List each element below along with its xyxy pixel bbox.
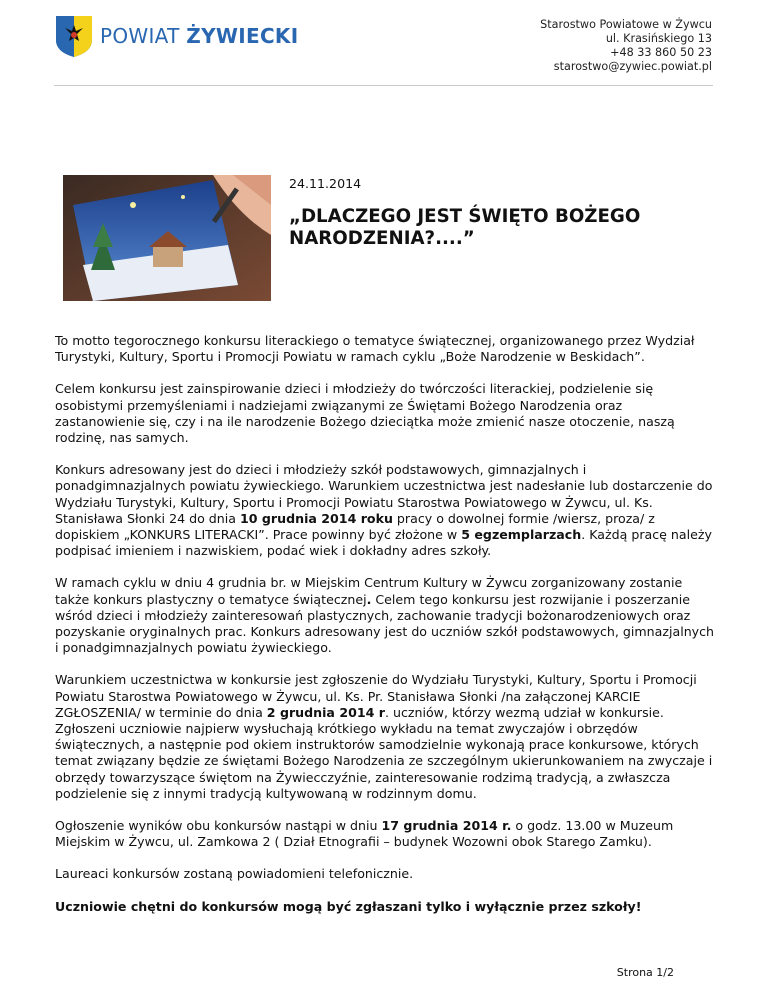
article-body <box>55 333 715 931</box>
article-date: 24.11.2014 <box>289 176 362 191</box>
office-email: starostwo@zywiec.powiat.pl <box>553 60 712 73</box>
bold-text: 17 grudnia 2014 r. <box>381 818 512 834</box>
office-street: ul. Krasińskiego 13 <box>605 32 712 45</box>
office-name: Starostwo Powiatowe w Żywcu <box>540 18 712 31</box>
page-number: Strona 1/2 <box>616 966 674 979</box>
text-run: . Każdą pracę należy podpisać imieniem i nazwiskiem, podać wiek i dokładny adres szkoły. <box>55 527 712 559</box>
paragraph-6 <box>55 818 715 850</box>
text-run: pracy o dowolnej formie /wiersz, proza/ z dopiskiem „KONKURS LITERACKI”. Prace powinny być złożone w <box>55 510 655 543</box>
paragraph-2 <box>55 381 715 446</box>
text-run: W ramach cyklu w dniu 4 grudnia br. w Miejskim Centrum Kultury w Żywcu zorganizowany zostanie także konkurs plastyczny o tematyce świątecznej <box>55 575 683 607</box>
bold-text: 10 grudnia 2014 roku <box>240 510 393 526</box>
paragraph-8 <box>55 899 715 915</box>
header-divider <box>54 85 713 86</box>
text-run: o godz. 13.00 w Muzeum Miejskim w Żywcu, ul. Zamkowa 2 ( Dział Etnografii – budynek Wozowni obok Starego Zamku). <box>55 818 674 850</box>
article-title: „DLACZEGO JEST ŚWIĘTO BOŻEGO NARODZENIA?....” <box>289 206 641 249</box>
paragraph-7 <box>55 866 715 882</box>
text-run: Laureaci konkursów zostaną powiadomieni telefonicznie. <box>55 866 414 882</box>
paragraph-5 <box>55 672 715 802</box>
paragraph-4 <box>55 575 715 656</box>
bold-text: 5 egzemplarzach <box>461 527 582 543</box>
text-run: Celem tego konkursu jest rozwijanie i poszerzanie wśród dzieci i młodzieży zainteresowań plastycznych, zachowanie tradycji bożonarodzeniowych oraz pozyskanie oryginalnych prac. Konkurs adresowany jest do uczniów szkół podstawowych, gimnazjalnych i ponadgimnazjalnych powiatu żywieckiego. <box>55 591 715 656</box>
paragraph-1 <box>55 333 715 365</box>
bold-text: Uczniowie chętni do konkursów mogą być zgłaszani tylko i wyłącznie przez szkoły! <box>55 898 642 914</box>
text-run: . uczniów, którzy wezmą udział w konkursie. Zgłoszeni uczniowie najpierw wysłuchają krótkiego wykładu na temat zwyczajów i obrzędów świątecznych, a następnie pod okiem instruktorów samodzielnie wykonają prace konkursowe, których temat związany będzie ze świętami Bożego Narodzenia ze szczególnym ukierunkowaniem na zwyczaje i obrzędy towarzyszące świętom na Żywiecczyźnie, zainteresowanie rodzimą tradycją, a zwłaszcza podzielenie się z innymi tradycją kultywowaną w rodzinnym domu. <box>55 704 713 801</box>
paragraph-3 <box>55 462 715 559</box>
office-phone: +48 33 860 50 23 <box>610 46 712 59</box>
logo-word-zywiecki: ŻYWIECKI <box>186 24 299 48</box>
contact-block <box>540 18 712 74</box>
logo-word-powiat: POWIAT <box>100 24 180 48</box>
coat-of-arms-icon <box>54 14 94 58</box>
logo <box>54 14 298 58</box>
text-run: Celem konkursu jest zainspirowanie dzieci i młodzieży do twórczości literackiej, podzielenie się osobistymi przemyśleniami i nadziejami związanymi ze Świętami Bożego Narodzenia oraz zastanowienie się, czy i na ile narodzenie Bożego dzieciątka może zmienić nasze otoczenie, naszą rodzinę, nas samych. <box>55 381 675 446</box>
text-run: Ogłoszenie wyników obu konkursów nastąpi w dniu <box>55 818 382 834</box>
bold-text: 2 grudnia 2014 r <box>266 704 385 720</box>
text-run: Konkurs adresowany jest do dzieci i młodzieży szkół podstawowych, gimnazjalnych i ponadgimnazjalnych powiatu żywieckiego. Warunkiem uczestnictwa jest nadesłanie lub dostarczenie do Wydziału Turystyki, Kultury, Sportu i Promocji Powiatu Starostwa Powiatowego w Żywcu, ul. Ks. Stanisława Słonki 24 do dnia <box>55 462 713 526</box>
text-run: Warunkiem uczestnictwa w konkursie jest zgłoszenie do Wydziału Turystyki, Kultury, Sportu i Promocji Powiatu Starostwa Powiatowego w Żywcu, ul. Ks. Pr. Stanisława Słonki /na załączonej KARCIE ZGŁOSZENIA/ w terminie do dnia <box>55 672 697 720</box>
bold-text: . <box>366 591 372 607</box>
child-painting-photo <box>63 175 271 301</box>
text-run: To motto tegorocznego konkursu literackiego o tematyce świątecznej, organizowanego przez Wydział Turystyki, Kultury, Sportu i Promocji Powiatu w ramach cyklu „Boże Narodzenie w Beskidach”. <box>55 333 695 365</box>
